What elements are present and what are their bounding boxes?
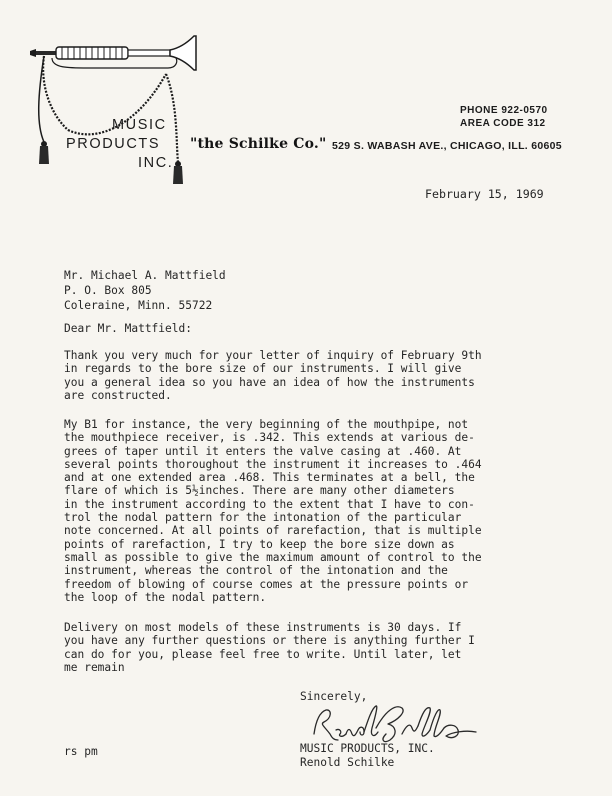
recipient-line: Mr. Michael A. Mattfield <box>64 269 226 282</box>
body-line: several points thoroughout the instrument it increases to .464 <box>64 457 482 471</box>
body-line: me remain <box>64 660 125 674</box>
salutation: Dear Mr. Mattfield: <box>64 322 192 335</box>
signature-name: Renold Schilke <box>300 756 395 769</box>
body-line: freedom of blowing of course comes at the pressure points or <box>64 577 469 591</box>
body-line: and at one extended area .468. This terminates at a bell, the <box>64 471 475 485</box>
body-line: Thank you very much for your letter of inquiry of February 9th <box>64 349 482 362</box>
company-line-inc: INC. <box>138 155 174 171</box>
company-address: 529 S. WABASH AVE., CHICAGO, ILL. 60605 <box>332 140 562 152</box>
body-line: in the instrument according to the extent that I have to con- <box>64 497 475 511</box>
body-line: the loop of the nodal pattern. <box>64 590 267 604</box>
letter-date: February 15, 1969 <box>425 187 544 201</box>
signature-company: MUSIC PRODUCTS, INC. <box>300 742 435 755</box>
area-code: AREA CODE 312 <box>460 118 546 129</box>
body-line: instrument, whereas the control of the intonation and the <box>64 564 448 578</box>
signature-block <box>300 742 435 770</box>
phone-number: PHONE 922-0570 <box>460 105 548 116</box>
body-line: My B1 for instance, the very beginning of the mouthpipe, not <box>64 418 469 431</box>
body-line: the mouthpiece receiver, is .342. This extends at various de- <box>64 431 475 445</box>
recipient-line: Coleraine, Minn. 55722 <box>64 299 213 312</box>
body-line: note concerned. At all points of rarefaction, that is multiple <box>64 524 482 538</box>
typist-initials: rs pm <box>64 745 98 758</box>
body-line: small as possible to give the maximum amount of control to the <box>64 550 482 564</box>
body-line: in regards to the bore size of our instruments. I will give <box>64 362 462 376</box>
body-line: points of rarefaction, I try to keep the bore size down as <box>64 537 455 551</box>
body-paragraph-2 <box>64 418 482 604</box>
body-line: you have any further questions or there is anything further I <box>64 634 475 648</box>
body-line: Delivery on most models of these instruments is 30 days. If <box>64 621 462 634</box>
recipient-address <box>64 268 226 313</box>
body-line: trol the nodal pattern for the intonation of the particular <box>64 511 462 525</box>
body-line: can do for you, please feel free to write. Until later, let <box>64 647 462 661</box>
body-line: you a general idea so you have an idea of how the instruments <box>64 375 475 389</box>
company-line-products: PRODUCTS <box>66 136 161 152</box>
body-line: grees of taper until it enters the valve casing at .460. At <box>64 444 462 458</box>
body-line: flare of which is 5½inches. There are many other diameters <box>64 484 455 498</box>
body-paragraph-1 <box>64 349 482 402</box>
brand-name: "the Schilke Co." <box>190 136 327 152</box>
closing: Sincerely, <box>300 690 368 703</box>
recipient-line: P. O. Box 805 <box>64 284 152 297</box>
body-line: are constructed. <box>64 388 172 402</box>
phone-block <box>460 104 548 130</box>
body-paragraph-3 <box>64 621 475 674</box>
trumpet-with-tassels-icon <box>28 34 203 194</box>
company-line-music: MUSIC <box>112 117 167 133</box>
